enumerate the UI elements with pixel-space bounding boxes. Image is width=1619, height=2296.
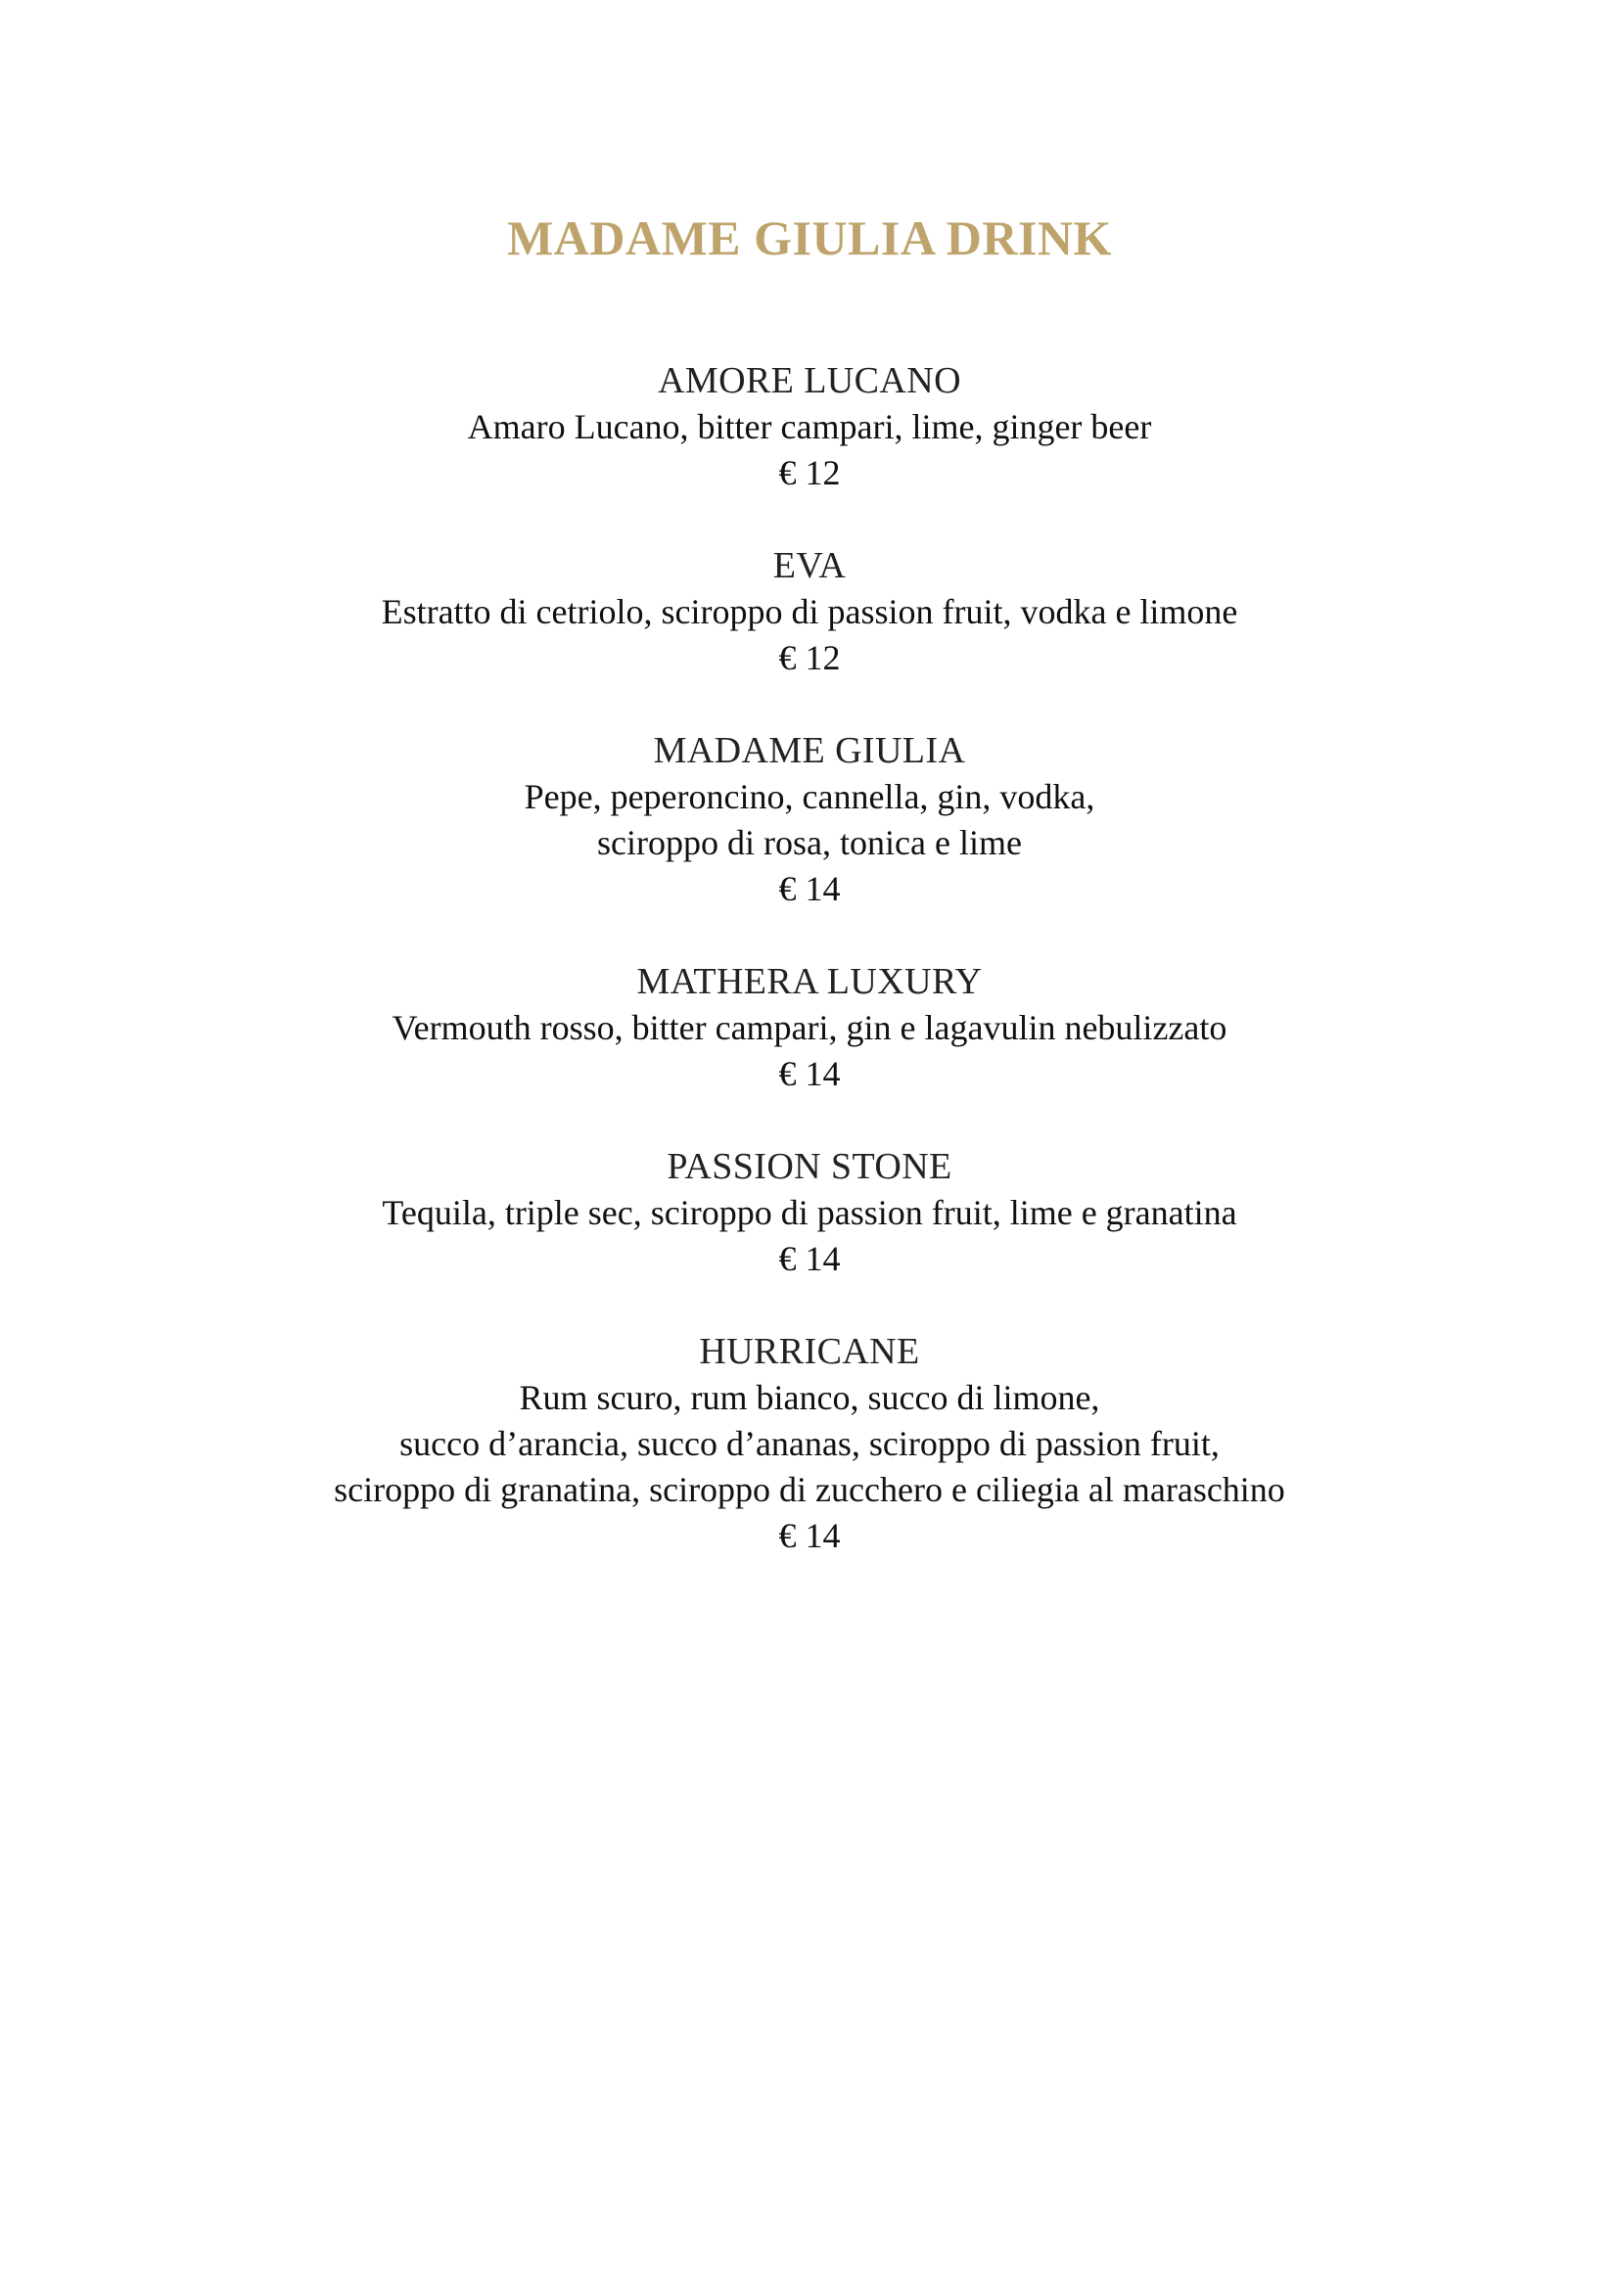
ingredients-line: sciroppo di rosa, tonica e lime <box>597 823 1022 862</box>
ingredients-line: Tequila, triple sec, sciroppo di passion fruit, lime e granatina <box>382 1193 1237 1232</box>
drink-ingredients <box>334 1375 1285 1513</box>
drink-name: MADAME GIULIA <box>653 730 966 771</box>
drink-price: € 12 <box>778 638 841 677</box>
ingredients-line: Estratto di cetriolo, sciroppo di passion fruit, vodka e limone <box>381 592 1238 631</box>
ingredients-line: sciroppo di granatina, sciroppo di zucchero e ciliegia al maraschino <box>334 1470 1285 1509</box>
ingredients-line: Amaro Lucano, bitter campari, lime, ginger beer <box>467 407 1152 446</box>
drink-item <box>393 959 1227 1097</box>
drink-name: MATHERA LUXURY <box>636 961 983 1002</box>
drink-price: € 14 <box>778 1239 841 1278</box>
drink-price: € 14 <box>778 869 841 908</box>
drink-price: € 12 <box>778 453 841 492</box>
drink-ingredients <box>525 774 1095 866</box>
drink-ingredients <box>468 404 1152 450</box>
drink-item <box>382 1144 1236 1282</box>
drink-price: € 14 <box>778 1054 841 1093</box>
drink-name: HURRICANE <box>699 1331 920 1372</box>
menu-title: MADAME GIULIA DRINK <box>507 210 1112 265</box>
ingredients-line: succo d’arancia, succo d’ananas, sciroppo di passion fruit, <box>399 1424 1220 1463</box>
drink-item <box>468 358 1152 496</box>
drink-item <box>525 728 1095 912</box>
ingredients-line: Vermouth rosso, bitter campari, gin e lagavulin nebulizzato <box>392 1008 1227 1047</box>
drink-list <box>0 358 1619 1606</box>
drink-item <box>334 1329 1285 1559</box>
drink-name: PASSION STONE <box>667 1146 952 1187</box>
drink-ingredients <box>382 1190 1236 1236</box>
drink-name: EVA <box>772 545 847 586</box>
drink-price: € 14 <box>778 1516 841 1555</box>
ingredients-line: Rum scuro, rum bianco, succo di limone, <box>519 1378 1100 1417</box>
drink-name: AMORE LUCANO <box>658 360 961 401</box>
ingredients-line: Pepe, peperoncino, cannella, gin, vodka, <box>524 777 1095 816</box>
drink-ingredients <box>393 1005 1227 1051</box>
drink-item <box>382 543 1238 681</box>
drink-ingredients <box>382 589 1238 635</box>
